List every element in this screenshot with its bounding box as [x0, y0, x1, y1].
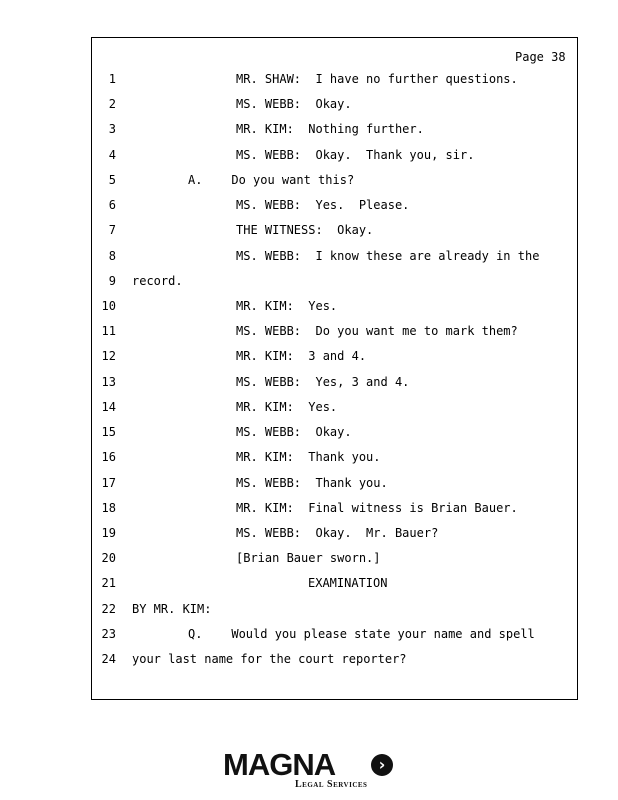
line-number: 9 [108, 273, 116, 288]
transcript-line [0, 627, 618, 643]
line-text: MS. WEBB: Yes. Please. [236, 198, 410, 213]
transcript-line [0, 450, 618, 466]
transcript-line [0, 551, 618, 567]
line-text: BY MR. KIM: [132, 601, 212, 616]
line-number: 11 [101, 324, 116, 339]
transcript-line [0, 526, 618, 542]
line-text: EXAMINATION [308, 576, 388, 591]
line-text: MS. WEBB: Okay. [236, 97, 352, 112]
line-number: 2 [108, 97, 116, 112]
line-number: 10 [101, 298, 116, 313]
line-number: 3 [108, 122, 116, 137]
line-text: MR. KIM: Yes. [236, 298, 338, 313]
line-number: 22 [101, 601, 116, 616]
transcript-line [0, 349, 618, 365]
transcript-line [0, 299, 618, 315]
line-text: MR. KIM: Nothing further. [236, 122, 424, 137]
transcript-line [0, 97, 618, 113]
transcript-line [0, 122, 618, 138]
transcript-line [0, 400, 618, 416]
transcript-line [0, 173, 618, 189]
transcript-line [0, 375, 618, 391]
transcript-line [0, 148, 618, 164]
transcript-line [0, 425, 618, 441]
transcript-line [0, 324, 618, 340]
transcript-line [0, 198, 618, 214]
line-text: MR. KIM: Final witness is Brian Bauer. [236, 500, 518, 515]
line-number: 5 [108, 172, 116, 187]
line-text: MS. WEBB: Yes, 3 and 4. [236, 374, 410, 389]
line-number: 13 [101, 374, 116, 389]
transcript-line [0, 72, 618, 88]
line-number: 19 [101, 525, 116, 540]
line-text: [Brian Bauer sworn.] [236, 551, 381, 566]
line-number: 18 [101, 500, 116, 515]
transcript-line [0, 249, 618, 265]
line-text: MR. KIM: Yes. [236, 399, 338, 414]
line-number: 17 [101, 475, 116, 490]
line-number: 21 [101, 576, 116, 591]
line-number: 15 [101, 425, 116, 440]
logo-subtitle: Legal Services [295, 779, 368, 790]
line-text: A. Do you want this? [188, 172, 355, 187]
line-text: MR. KIM: Thank you. [236, 450, 381, 465]
line-text: MS. WEBB: I know these are already in the [236, 248, 540, 263]
transcript-line [0, 274, 618, 290]
line-text: MS. WEBB: Okay. Thank you, sir. [236, 147, 475, 162]
line-text: MS. WEBB: Do you want me to mark them? [236, 324, 518, 339]
line-text: MR. SHAW: I have no further questions. [236, 72, 518, 86]
line-number: 24 [101, 652, 116, 667]
transcript-line [0, 476, 618, 492]
line-number: 14 [101, 399, 116, 414]
line-text: THE WITNESS: Okay. [236, 223, 374, 238]
line-number: 16 [101, 450, 116, 465]
logo-wordmark: MAGNA [223, 747, 336, 782]
line-number: 7 [108, 223, 116, 238]
line-text: MS. WEBB: Thank you. [236, 475, 388, 490]
line-text: MS. WEBB: Okay. Mr. Bauer? [236, 525, 439, 540]
line-number: 8 [108, 248, 116, 263]
magna-logo [223, 748, 395, 794]
line-number: 20 [101, 551, 116, 566]
transcript-line [0, 652, 618, 668]
line-number: 23 [101, 626, 116, 641]
transcript-line [0, 501, 618, 517]
transcript-line [0, 223, 618, 239]
page-number: Page 38 [515, 50, 566, 64]
line-text: record. [132, 273, 183, 288]
line-text: Q. Would you please state your name and spell [188, 626, 535, 641]
line-number: 6 [108, 198, 116, 213]
transcript-line [0, 576, 618, 592]
line-number: 1 [108, 72, 116, 86]
line-text: MS. WEBB: Okay. [236, 425, 352, 440]
chevron-right-circle-icon: › [371, 754, 393, 776]
line-number: 12 [101, 349, 116, 364]
line-text: MR. KIM: 3 and 4. [236, 349, 367, 364]
line-number: 4 [108, 147, 116, 162]
transcript-line [0, 602, 618, 618]
line-text: your last name for the court reporter? [132, 652, 407, 667]
